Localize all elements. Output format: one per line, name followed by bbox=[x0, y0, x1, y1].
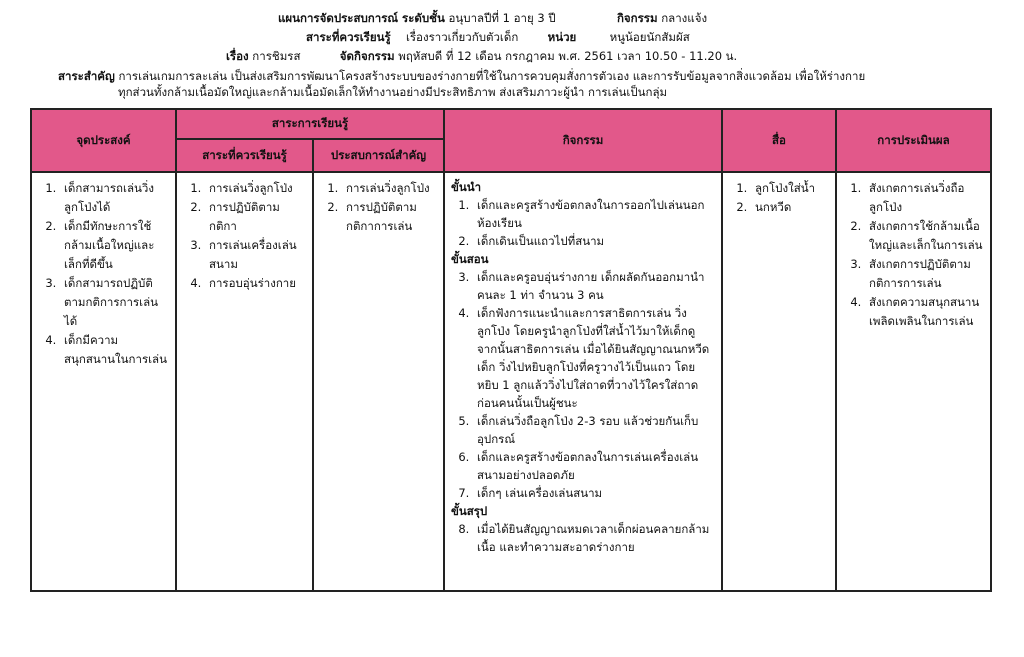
plan-table bbox=[30, 108, 992, 592]
evaluation-cell bbox=[836, 172, 991, 591]
col-activities-header: กิจกรรม bbox=[444, 109, 722, 172]
col-objectives-header: จุดประสงค์ bbox=[31, 109, 176, 172]
list-item: 2. เด็กมีทักษะการใช้กล้ามเนื้อใหญ่และเล็กที่ดีขึ้น bbox=[60, 217, 169, 274]
topic-label: เรื่อง bbox=[226, 49, 249, 63]
activities-cell bbox=[444, 172, 722, 591]
header-line-3 bbox=[226, 48, 737, 64]
list-item: 2. การปฏิบัติตามกติกา bbox=[205, 198, 306, 236]
phase-main: ขั้นสอน bbox=[451, 252, 489, 266]
essence-line-1: การเล่นเกมการละเล่น เป็นส่งเสริมการพัฒนาโครงสร้างระบบของร่างกายที่ใช้ในการควบคุมสั่งการตัวเอง และการรับข้อมูลจากสิ่งแวดล้อม เพื่อให้ร่างกาย bbox=[118, 69, 866, 83]
schedule-value: พฤหัสบดี ที่ 12 เดือน กรกฎาคม พ.ศ. 2561 เวลา 10.50 - 11.20 น. bbox=[398, 49, 738, 63]
activity-label: กิจกรรม bbox=[616, 11, 658, 25]
essence-line-2: ทุกส่วนทั้งกล้ามเนื้อมัดใหญ่และกล้ามเนื้อมัดเล็กให้ทำงานอย่างมีประสิทธิภาพ ส่งเสริมภาวะผู้นำ การเล่นเป็นกลุ่ม bbox=[118, 85, 668, 99]
list-item: 7. เด็กๆ เล่นเครื่องเล่นสนาม bbox=[473, 484, 715, 502]
list-item: 4. สังเกตความสนุกสนานเพลิดเพลินในการเล่น bbox=[865, 293, 984, 331]
plan-title: แผนการจัดประสบการณ์ ระดับชั้น bbox=[278, 11, 445, 25]
evaluation-list bbox=[843, 179, 984, 331]
list-item: 1. เด็กสามารถเล่นวิ่งลูกโป่งได้ bbox=[60, 179, 169, 217]
content-list bbox=[183, 179, 306, 293]
list-item: 1. การเล่นวิ่งลูกโป่ง bbox=[205, 179, 306, 198]
col-content-header: สาระที่ควรเรียนรู้ bbox=[176, 139, 313, 172]
unit-label: หน่วย bbox=[547, 30, 577, 44]
list-item: 4. เด็กฟังการแนะนำและการสาธิตการเล่น วิ่งลูกโป่ง โดยครูนำลูกโป่งที่ใส่น้ำไว้มาให้เด็กดู จากนั้นสาธิตการเล่น เมื่อได้ยินสัญญาณนกหวีดเด็ก วิ่งไปหยิบลูกโป่งที่ครูวางไว้เป็นแถว โดยหยิบ 1 ลูกแล้ววิ่งไปใส่ถาดที่วางไว้ใครใส่ถาดก่อนคนนั้นเป็นผู้ชนะ bbox=[473, 304, 715, 412]
col-media-header: สื่อ bbox=[722, 109, 836, 172]
content-cell bbox=[176, 172, 313, 591]
header-line-1 bbox=[278, 10, 707, 26]
objectives-cell bbox=[31, 172, 176, 591]
list-item: 5. เด็กเล่นวิ่งถือลูกโป่ง 2-3 รอบ แล้วช่วยกันเก็บอุปกรณ์ bbox=[473, 412, 715, 448]
activity-value: กลางแจ้ง bbox=[661, 11, 708, 25]
essence bbox=[58, 68, 988, 100]
col-experience-header: ประสบการณ์สำคัญ bbox=[313, 139, 444, 172]
header-line-2 bbox=[306, 29, 690, 45]
unit-value: หนูน้อยนักสัมผัส bbox=[609, 30, 690, 44]
list-item: 2. การปฏิบัติตามกติกาการเล่น bbox=[342, 198, 437, 236]
col-learning-header: สาระการเรียนรู้ bbox=[176, 109, 444, 139]
media-list bbox=[729, 179, 829, 217]
experience-list bbox=[320, 179, 437, 236]
list-item: 3. สังเกตการปฏิบัติตามกติการการเล่น bbox=[865, 255, 984, 293]
experience-cell bbox=[313, 172, 444, 591]
list-item: 3. การเล่นเครื่องเล่นสนาม bbox=[205, 236, 306, 274]
content-value: เรื่องราวเกี่ยวกับตัวเด็ก bbox=[405, 30, 519, 44]
list-item: 8. เมื่อได้ยินสัญญาณหมดเวลาเด็กผ่อนคลายกล้ามเนื้อ และทำความสะอาดร่างกาย bbox=[473, 520, 715, 556]
list-item: 1. ลูกโป่งใส่น้ำ bbox=[751, 179, 829, 198]
list-item: 1. การเล่นวิ่งลูกโป่ง bbox=[342, 179, 437, 198]
list-item: 1. เด็กและครูสร้างข้อตกลงในการออกไปเล่นนอกห้องเรียน bbox=[473, 196, 715, 232]
col-evaluation-header: การประเมินผล bbox=[836, 109, 991, 172]
list-item: 4. เด็กมีความสนุกสนานในการเล่น bbox=[60, 331, 169, 369]
list-item: 1. สังเกตการเล่นวิ่งถือลูกโป่ง bbox=[865, 179, 984, 217]
list-item: 2. เด็กเดินเป็นแถวไปที่สนาม bbox=[473, 232, 715, 250]
media-cell bbox=[722, 172, 836, 591]
list-item: 3. เด็กและครูอบอุ่นร่างกาย เด็กผลัดกันออกมานำคนละ 1 ท่า จำนวน 3 คน bbox=[473, 268, 715, 304]
level: อนุบาลปีที่ 1 อายุ 3 ปี bbox=[448, 11, 556, 25]
list-item: 2. สังเกตการใช้กล้ามเนื้อใหญ่และเล็กในการเล่น bbox=[865, 217, 984, 255]
content-label: สาระที่ควรเรียนรู้ bbox=[306, 30, 391, 44]
phase-end: ขั้นสรุป bbox=[451, 504, 488, 518]
objectives-list bbox=[38, 179, 169, 369]
list-item: 3. เด็กสามารถปฏิบัติตามกติการการเล่นได้ bbox=[60, 274, 169, 331]
topic-value: การชิมรส bbox=[252, 49, 301, 63]
list-item: 6. เด็กและครูสร้างข้อตกลงในการเล่นเครื่องเล่นสนามอย่างปลอดภัย bbox=[473, 448, 715, 484]
phase-intro: ขั้นนำ bbox=[451, 180, 482, 194]
activities-list bbox=[451, 178, 715, 556]
essence-label: สาระสำคัญ bbox=[58, 69, 115, 83]
schedule-label: จัดกิจกรรม bbox=[339, 49, 395, 63]
list-item: 4. การอบอุ่นร่างกาย bbox=[205, 274, 306, 293]
list-item: 2. นกหวีด bbox=[751, 198, 829, 217]
